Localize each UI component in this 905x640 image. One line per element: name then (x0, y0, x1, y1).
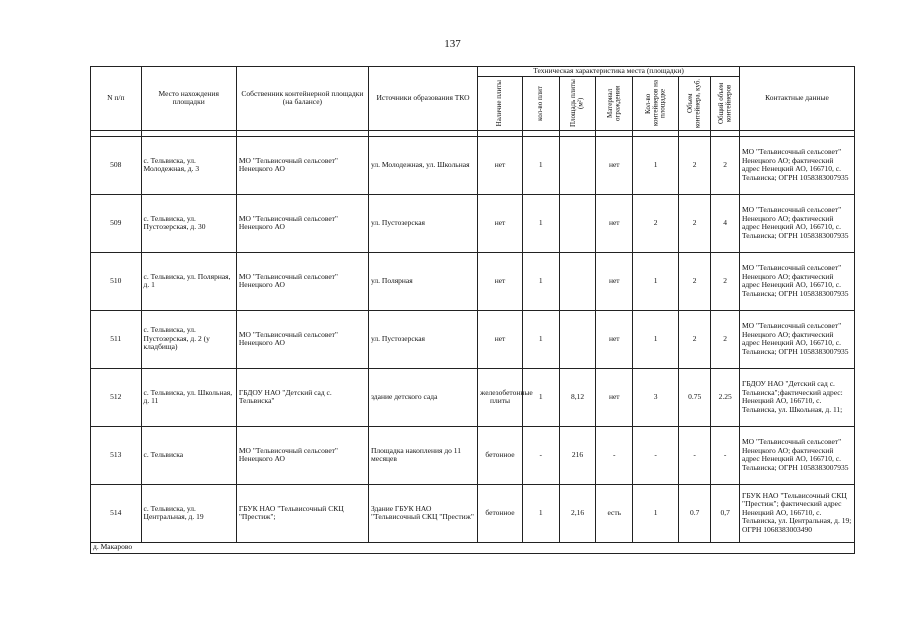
section-label: д. Макарово (91, 542, 855, 553)
cell-slab: нет (478, 136, 523, 194)
cell-fence: нет (596, 136, 633, 194)
cell-contacts: МО "Тельвисочный сельсовет" Ненецкого АО; фактический адрес Ненецкий АО, 166710, с. Тельвиска; ОГРН 1058383007935 (740, 194, 855, 252)
header-area: Площадь плиты (м²) (559, 76, 596, 130)
cell-volume: 0.75 (679, 368, 711, 426)
cell-total: 4 (711, 194, 740, 252)
cell-location: с. Тельвиска, ул. Молодежная, д. 3 (141, 136, 236, 194)
cell-sources: ул. Полярная (368, 252, 477, 310)
cell-contacts: ГБДОУ НАО "Детский сад с. Тельвиска";фактический адрес: Ненецкий АО, 166710, с. Тельвиска, ул. Школьная, д. 11; (740, 368, 855, 426)
cell-total: - (711, 426, 740, 484)
header-location: Место нахождения площадки (141, 67, 236, 131)
cell-slab: железобетонные плиты (478, 368, 523, 426)
cell-fence: нет (596, 194, 633, 252)
cell-sources: здание детского сада (368, 368, 477, 426)
cell-volume: 2 (679, 136, 711, 194)
header-fence: Материал ограждения (596, 76, 633, 130)
cell-slab-count: 1 (522, 484, 559, 542)
cell-area: 8,12 (559, 368, 596, 426)
cell-owner: МО "Тельвисочный сельсовет" Ненецкого АО (236, 136, 368, 194)
cell-total: 0,7 (711, 484, 740, 542)
cell-volume: 0.7 (679, 484, 711, 542)
cell-containers: 1 (633, 484, 679, 542)
cell-volume: 2 (679, 252, 711, 310)
page-number: 137 (444, 38, 461, 50)
cell-area: 2,16 (559, 484, 596, 542)
header-tech: Техническая характеристика места (площадки) (478, 67, 740, 77)
cell-fence: - (596, 426, 633, 484)
cell-fence: нет (596, 310, 633, 368)
header-containers: Кол-во контейнеров на площадке (633, 76, 679, 130)
cell-slab-count: - (522, 426, 559, 484)
cell-volume: - (679, 426, 711, 484)
cell-sources: Здание ГБУК НАО "Тельвисочный СКЦ "Престиж" (368, 484, 477, 542)
cell-slab: бетонное (478, 484, 523, 542)
section-row (91, 542, 855, 553)
cell-location: с. Тельвиска (141, 426, 236, 484)
cell-num: 509 (91, 194, 142, 252)
header-volume: Объем контейнера, куб. (679, 76, 711, 130)
cell-owner: МО "Тельвисочный сельсовет" Ненецкого АО (236, 426, 368, 484)
cell-slab-count: 1 (522, 368, 559, 426)
cell-num: 512 (91, 368, 142, 426)
cell-total: 2 (711, 136, 740, 194)
cell-owner: МО "Тельвисочный сельсовет" Ненецкого АО (236, 194, 368, 252)
cell-num: 514 (91, 484, 142, 542)
cell-owner: МО "Тельвисочный сельсовет" Ненецкого АО (236, 310, 368, 368)
cell-area: 216 (559, 426, 596, 484)
cell-num: 510 (91, 252, 142, 310)
cell-contacts: ГБУК НАО "Тельвисочный СКЦ "Престиж"; фактический адрес Ненецкий АО, 166710, с. Тельвиска, ул. Центральная, д. 19; ОГРН 1068383003490 (740, 484, 855, 542)
table-row (91, 426, 855, 484)
cell-location: с. Тельвиска, ул. Пустозерская, д. 30 (141, 194, 236, 252)
cell-location: с. Тельвиска, ул. Центральная, д. 19 (141, 484, 236, 542)
cell-sources: Площадка накопления до 11 месяцев (368, 426, 477, 484)
cell-containers: 1 (633, 136, 679, 194)
cell-location: с. Тельвиска, ул. Полярная, д. 1 (141, 252, 236, 310)
cell-sources: ул. Пустозерская (368, 194, 477, 252)
cell-containers: 1 (633, 252, 679, 310)
cell-total: 2 (711, 310, 740, 368)
cell-containers: 2 (633, 194, 679, 252)
cell-slab-count: 1 (522, 194, 559, 252)
cell-volume: 2 (679, 194, 711, 252)
cell-num: 508 (91, 136, 142, 194)
cell-area (559, 310, 596, 368)
cell-num: 511 (91, 310, 142, 368)
cell-area (559, 194, 596, 252)
cell-sources: ул. Пустозерская (368, 310, 477, 368)
cell-num: 513 (91, 426, 142, 484)
table-row (91, 194, 855, 252)
cell-contacts: МО "Тельвисочный сельсовет" Ненецкого АО; фактический адрес Ненецкий АО, 166710, с. Тельвиска; ОГРН 1058383007935 (740, 426, 855, 484)
table-row (91, 252, 855, 310)
cell-fence: нет (596, 252, 633, 310)
cell-containers: 3 (633, 368, 679, 426)
header-slab-count: кол-во плит (522, 76, 559, 130)
table-row (91, 484, 855, 542)
cell-contacts: МО "Тельвисочный сельсовет" Ненецкого АО; фактический адрес Ненецкий АО, 166710, с. Тельвиска; ОГРН 1058383007935 (740, 310, 855, 368)
cell-slab: нет (478, 310, 523, 368)
header-slab: Наличие плиты (478, 76, 523, 130)
cell-slab: бетонное (478, 426, 523, 484)
cell-fence: нет (596, 368, 633, 426)
cell-sources: ул. Молодежная, ул. Школьная (368, 136, 477, 194)
cell-slab: нет (478, 194, 523, 252)
cell-containers: - (633, 426, 679, 484)
cell-location: с. Тельвиска, ул. Пустозерская, д. 2 (у кладбища) (141, 310, 236, 368)
cell-volume: 2 (679, 310, 711, 368)
cell-owner: ГБДОУ НАО "Детский сад с. Тельвиска" (236, 368, 368, 426)
header-contacts: Контактные данные (740, 67, 855, 131)
cell-area (559, 252, 596, 310)
cell-fence: есть (596, 484, 633, 542)
cell-slab-count: 1 (522, 136, 559, 194)
container-sites-table (90, 66, 855, 554)
cell-slab-count: 1 (522, 310, 559, 368)
table-row (91, 310, 855, 368)
cell-location: с. Тельвиска, ул. Школьная, д. 11 (141, 368, 236, 426)
cell-total: 2 (711, 252, 740, 310)
cell-area (559, 136, 596, 194)
cell-owner: МО "Тельвисочный сельсовет" Ненецкого АО (236, 252, 368, 310)
cell-slab: нет (478, 252, 523, 310)
table-row (91, 136, 855, 194)
table-row (91, 368, 855, 426)
cell-slab-count: 1 (522, 252, 559, 310)
header-owner: Собственник контейнерной площадки (на балансе) (236, 67, 368, 131)
header-total: Общий объем контейнеров (711, 76, 740, 130)
header-sources: Источники образования ТКО (368, 67, 477, 131)
cell-contacts: МО "Тельвисочный сельсовет" Ненецкого АО; фактический адрес Ненецкий АО, 166710, с. Тельвиска; ОГРН 1058383007935 (740, 252, 855, 310)
cell-containers: 1 (633, 310, 679, 368)
cell-owner: ГБУК НАО "Тельвисочный СКЦ "Престиж"; (236, 484, 368, 542)
cell-total: 2.25 (711, 368, 740, 426)
header-num: N п/п (91, 67, 142, 131)
cell-contacts: МО "Тельвисочный сельсовет" Ненецкого АО; фактический адрес Ненецкий АО, 166710, с. Тельвиска; ОГРН 1058383007935 (740, 136, 855, 194)
